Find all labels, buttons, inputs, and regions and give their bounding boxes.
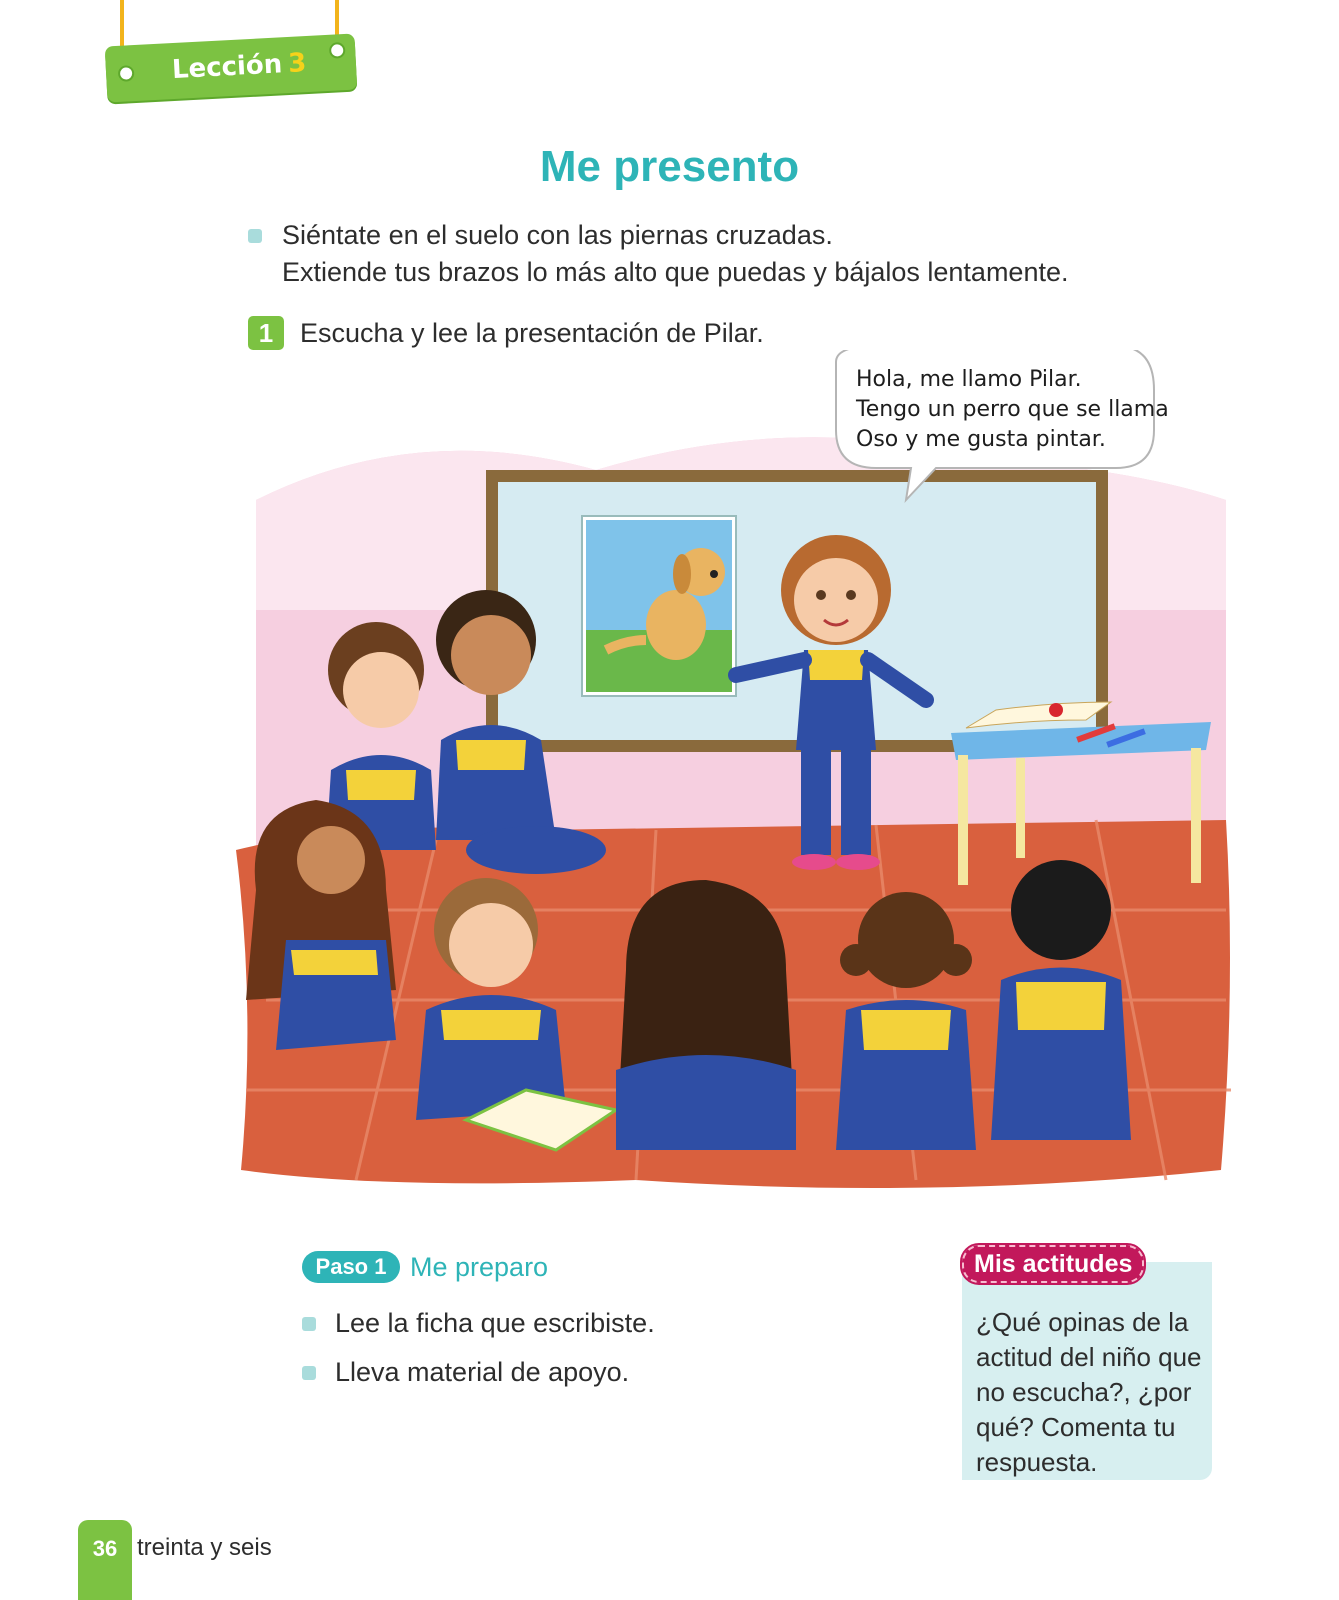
page-title: Me presento bbox=[539, 142, 800, 191]
activity-instruction: Escucha y lee la presentación de Pilar. bbox=[300, 318, 764, 348]
lesson-number: 3 bbox=[287, 48, 308, 79]
step-title: Me preparo bbox=[410, 1252, 549, 1282]
bullet-icon bbox=[302, 1317, 316, 1331]
tag-hole-icon bbox=[329, 42, 346, 59]
intro-line-1: Siéntate en el suelo con las piernas cruzadas. bbox=[282, 220, 833, 250]
speech-line-3: Oso y me gusta pintar. bbox=[856, 427, 1106, 452]
classroom-illustration bbox=[236, 350, 1240, 1210]
bullet-icon bbox=[302, 1366, 316, 1380]
page-number-words: treinta y seis bbox=[137, 1534, 272, 1561]
attitudes-question: ¿Qué opinas de la actitud del niño que no escucha?, ¿por qué? Comenta tu respuesta. bbox=[976, 1307, 1202, 1477]
tag-hole-icon bbox=[118, 65, 135, 82]
page-number: 36 bbox=[92, 1536, 118, 1561]
speech-line-1: Hola, me llamo Pilar. bbox=[856, 367, 1082, 392]
step-item-1: Lee la ficha que escribiste. bbox=[335, 1308, 655, 1338]
speech-line-2: Tengo un perro que se llama bbox=[856, 397, 1169, 422]
attitudes-tab: Mis actitudes bbox=[962, 1245, 1144, 1283]
activity-number-badge: 1 bbox=[248, 316, 284, 350]
step-item-2: Lleva material de apoyo. bbox=[335, 1357, 630, 1387]
lesson-label: Lección 3 bbox=[171, 48, 308, 86]
lesson-tag bbox=[105, 33, 358, 102]
step-badge: Paso 1 bbox=[302, 1251, 400, 1283]
intro-line-2: Extiende tus brazos lo más alto que puedas y bájalos lentamente. bbox=[282, 257, 1069, 287]
bullet-icon bbox=[248, 229, 262, 243]
